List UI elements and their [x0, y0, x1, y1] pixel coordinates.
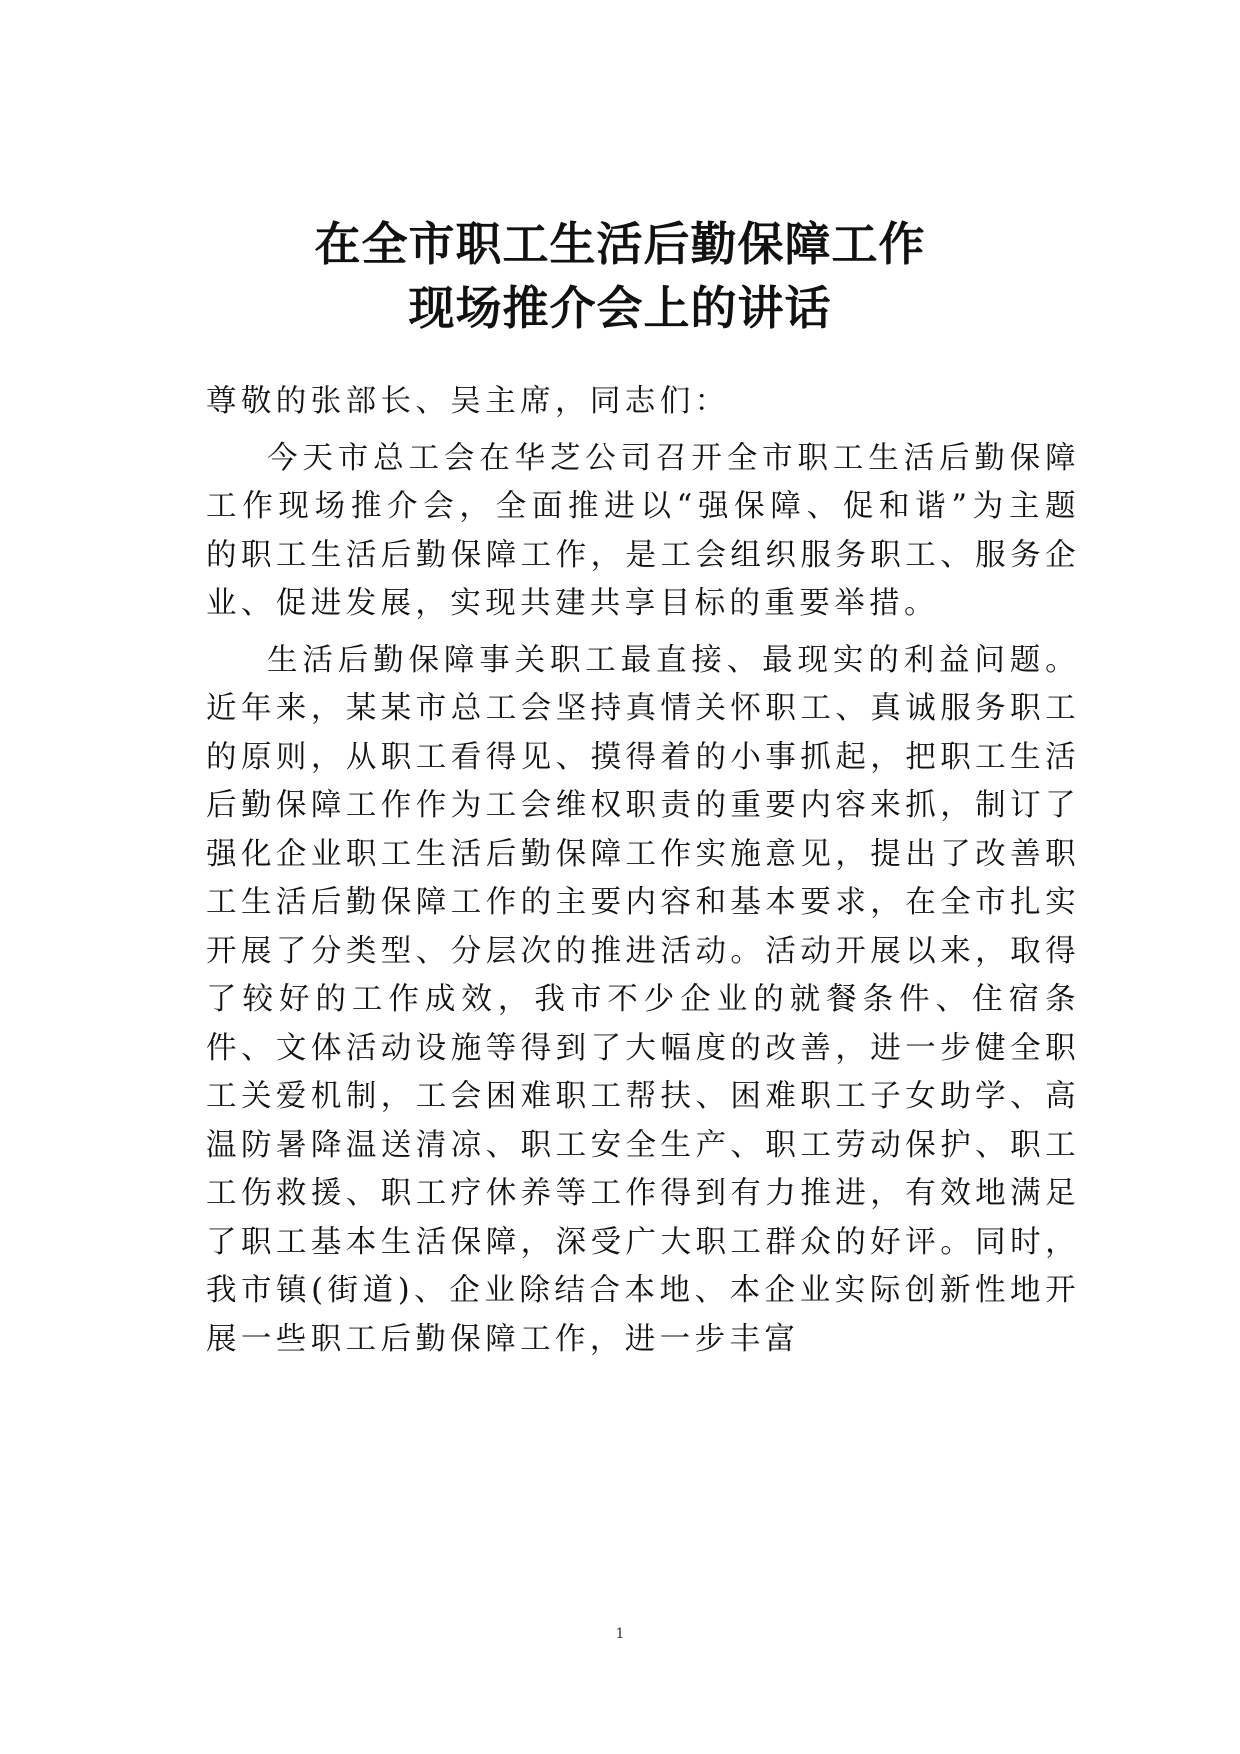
title-line-1: 在全市职工生活后勤保障工作: [314, 217, 926, 271]
title-line-2: 现场推介会上的讲话: [408, 281, 832, 335]
document-body: [206, 378, 1080, 1372]
document-title: [0, 212, 1240, 340]
salutation: 尊敬的张部长、吴主席，同志们：: [206, 384, 730, 419]
page-number: 1: [615, 1626, 625, 1642]
paragraph-1: 今天市总工会在华芝公司召开全市职工生活后勤保障工作现场推介会，全面推进以“强保障、促和谐”为主题的职工生活后勤保障工作，是工会组织服务职工、服务企业、促进发展，实现共建共享目标的重要举措。: [206, 440, 1080, 621]
paragraph-2: 生活后勤保障事关职工最直接、最现实的利益问题。近年来，某某市总工会坚持真情关怀职工、真诚服务职工的原则，从职工看得见、摸得着的小事抓起，把职工生活后勤保障工作作为工会维权职责的重要内容来抓，制订了强化企业职工生活后勤保障工作实施意见，提出了改善职工生活后勤保障工作的主要内容和基本要求，在全市扎实开展了分类型、分层次的推进活动。活动开展以来，取得了较好的工作成效，我市不少企业的就餐条件、住宿条件、文体活动设施等得到了大幅度的改善，进一步健全职工关爱机制，工会困难职工帮扶、困难职工子女助学、高温防暑降温送清凉、职工安全生产、职工劳动保护、职工工伤救援、职工疗休养等工作得到有力推进，有效地满足了职工基本生活保障，深受广大职工群众的好评。同时，我市镇(街道)、企业除结合本地、本企业实际创新性地开展一些职工后勤保障工作，进一步丰富: [206, 642, 1080, 1357]
